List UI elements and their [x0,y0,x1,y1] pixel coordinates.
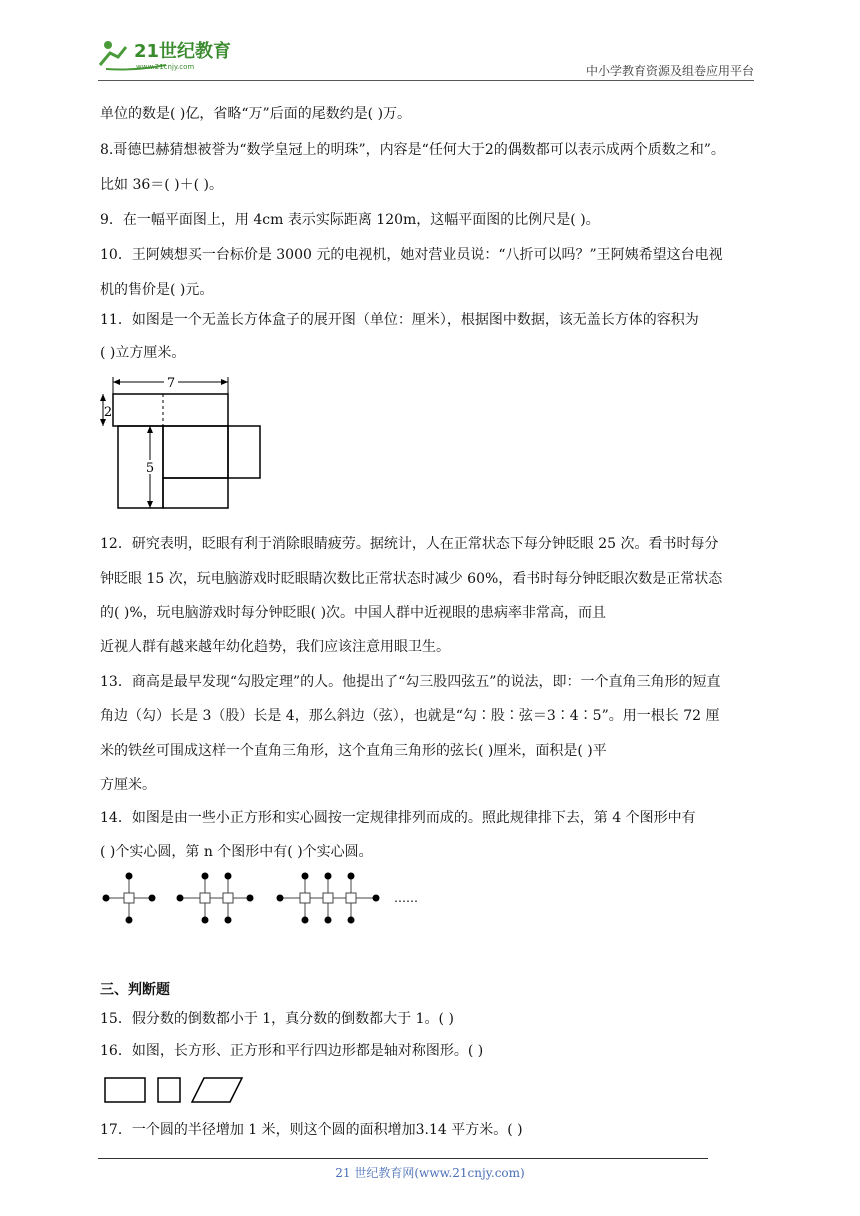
square-shape [158,1078,180,1102]
text-line: ( )立方厘米。 [100,345,186,361]
dim-label-left-bottom: 5 [145,461,155,476]
question-16: 16．如图，长方形、正方形和平行四边形都是轴对称图形。( ) [100,1043,484,1059]
box-net-figure [98,374,268,514]
text-line: 单位的数是( )亿，省略“万”后面的尾数约是( )万。 [100,106,412,122]
question-8: 8.哥德巴赫猜想被誉为“数学皇冠上的明珠”，内容是“任何大于2的偶数都可以表示成两个质数之和”。 [100,142,725,158]
question-9: 9．在一幅平面图上，用 4cm 表示实际距离 120m，这幅平面图的比例尺是( )。 [100,212,600,228]
platform-title: 中小学教育资源及组卷应用平台 [585,64,754,78]
question-12: 12．研究表明，眨眼有利于消除眼睛疲劳。据统计，人在正常状态下每分钟眨眼 25 次。看书时每分 [100,536,719,552]
question-15: 15．假分数的倒数都小于 1，真分数的倒数都大于 1。( ) [100,1011,454,1027]
dim-label-top: 7 [166,376,176,391]
text-line: 方厘米。 [100,777,156,793]
text-line: 机的售价是( )元。 [100,282,214,298]
question-17: 17．一个圆的半径增加 1 米，则这个圆的面积增加3.14 平方米。( ) [100,1122,523,1138]
text-line: 比如 36＝( )＋( )。 [100,177,224,193]
rectangle-shape [105,1078,145,1102]
pattern-figure [98,864,438,928]
logo-text: 21世纪教育 [134,41,232,62]
footer-text: 21 世纪教育网(www.21cnjy.com) [335,1166,525,1180]
text-line: 米的铁丝可围成这样一个直角三角形，这个直角三角形的弦长( )厘米，面积是( )平 [100,743,607,759]
parallelogram-shape [192,1078,242,1102]
text-line: 近视人群有越来越年幼化趋势，我们应该注意用眼卫生。 [100,639,450,655]
text-line: ( )个实心圆，第 n 个图形中有( )个实心圆。 [100,844,373,860]
text-line: 钟眨眼 15 次，玩电脑游戏时眨眼睛次数比正常状态时减少 60%，看书时每分钟眨眼次数是正常状态 [100,571,723,587]
shapes-figure [100,1074,250,1108]
question-10: 10．王阿姨想买一台标价是 3000 元的电视机，她对营业员说：“八折可以吗？”王阿姨希望这台电视 [100,247,723,263]
pattern-ellipsis: …… [394,891,418,905]
footer-divider [98,1158,708,1159]
header-divider [98,80,754,81]
question-14: 14．如图是由一些小正方形和实心圆按一定规律排列而成的。照此规律排下去，第 4 个图形中有 [100,810,696,826]
dim-label-left-top: 2 [103,405,113,420]
text-line: 角边（勾）长是 3（股）长是 4，那么斜边（弦），也就是“勾∶股∶弦＝3∶4∶5”。用一根长 72 厘 [100,708,720,724]
question-11: 11．如图是一个无盖长方体盒子的展开图（单位：厘米），根据图中数据，该无盖长方体的容积为 [100,312,699,328]
section-title-judgement: 三、判断题 [100,982,170,998]
logo-url: www.21cnjy.com [136,63,195,71]
text-line: 的( )%，玩电脑游戏时每分钟眨眼( )次。中国人群中近视眼的患病率非常高，而且 [100,605,607,621]
question-13: 13．商高是最早发现“勾股定理”的人。他提出了“勾三股四弦五”的说法，即：一个直角三角形的短直 [100,674,721,690]
logo-21cnjy [96,35,256,75]
